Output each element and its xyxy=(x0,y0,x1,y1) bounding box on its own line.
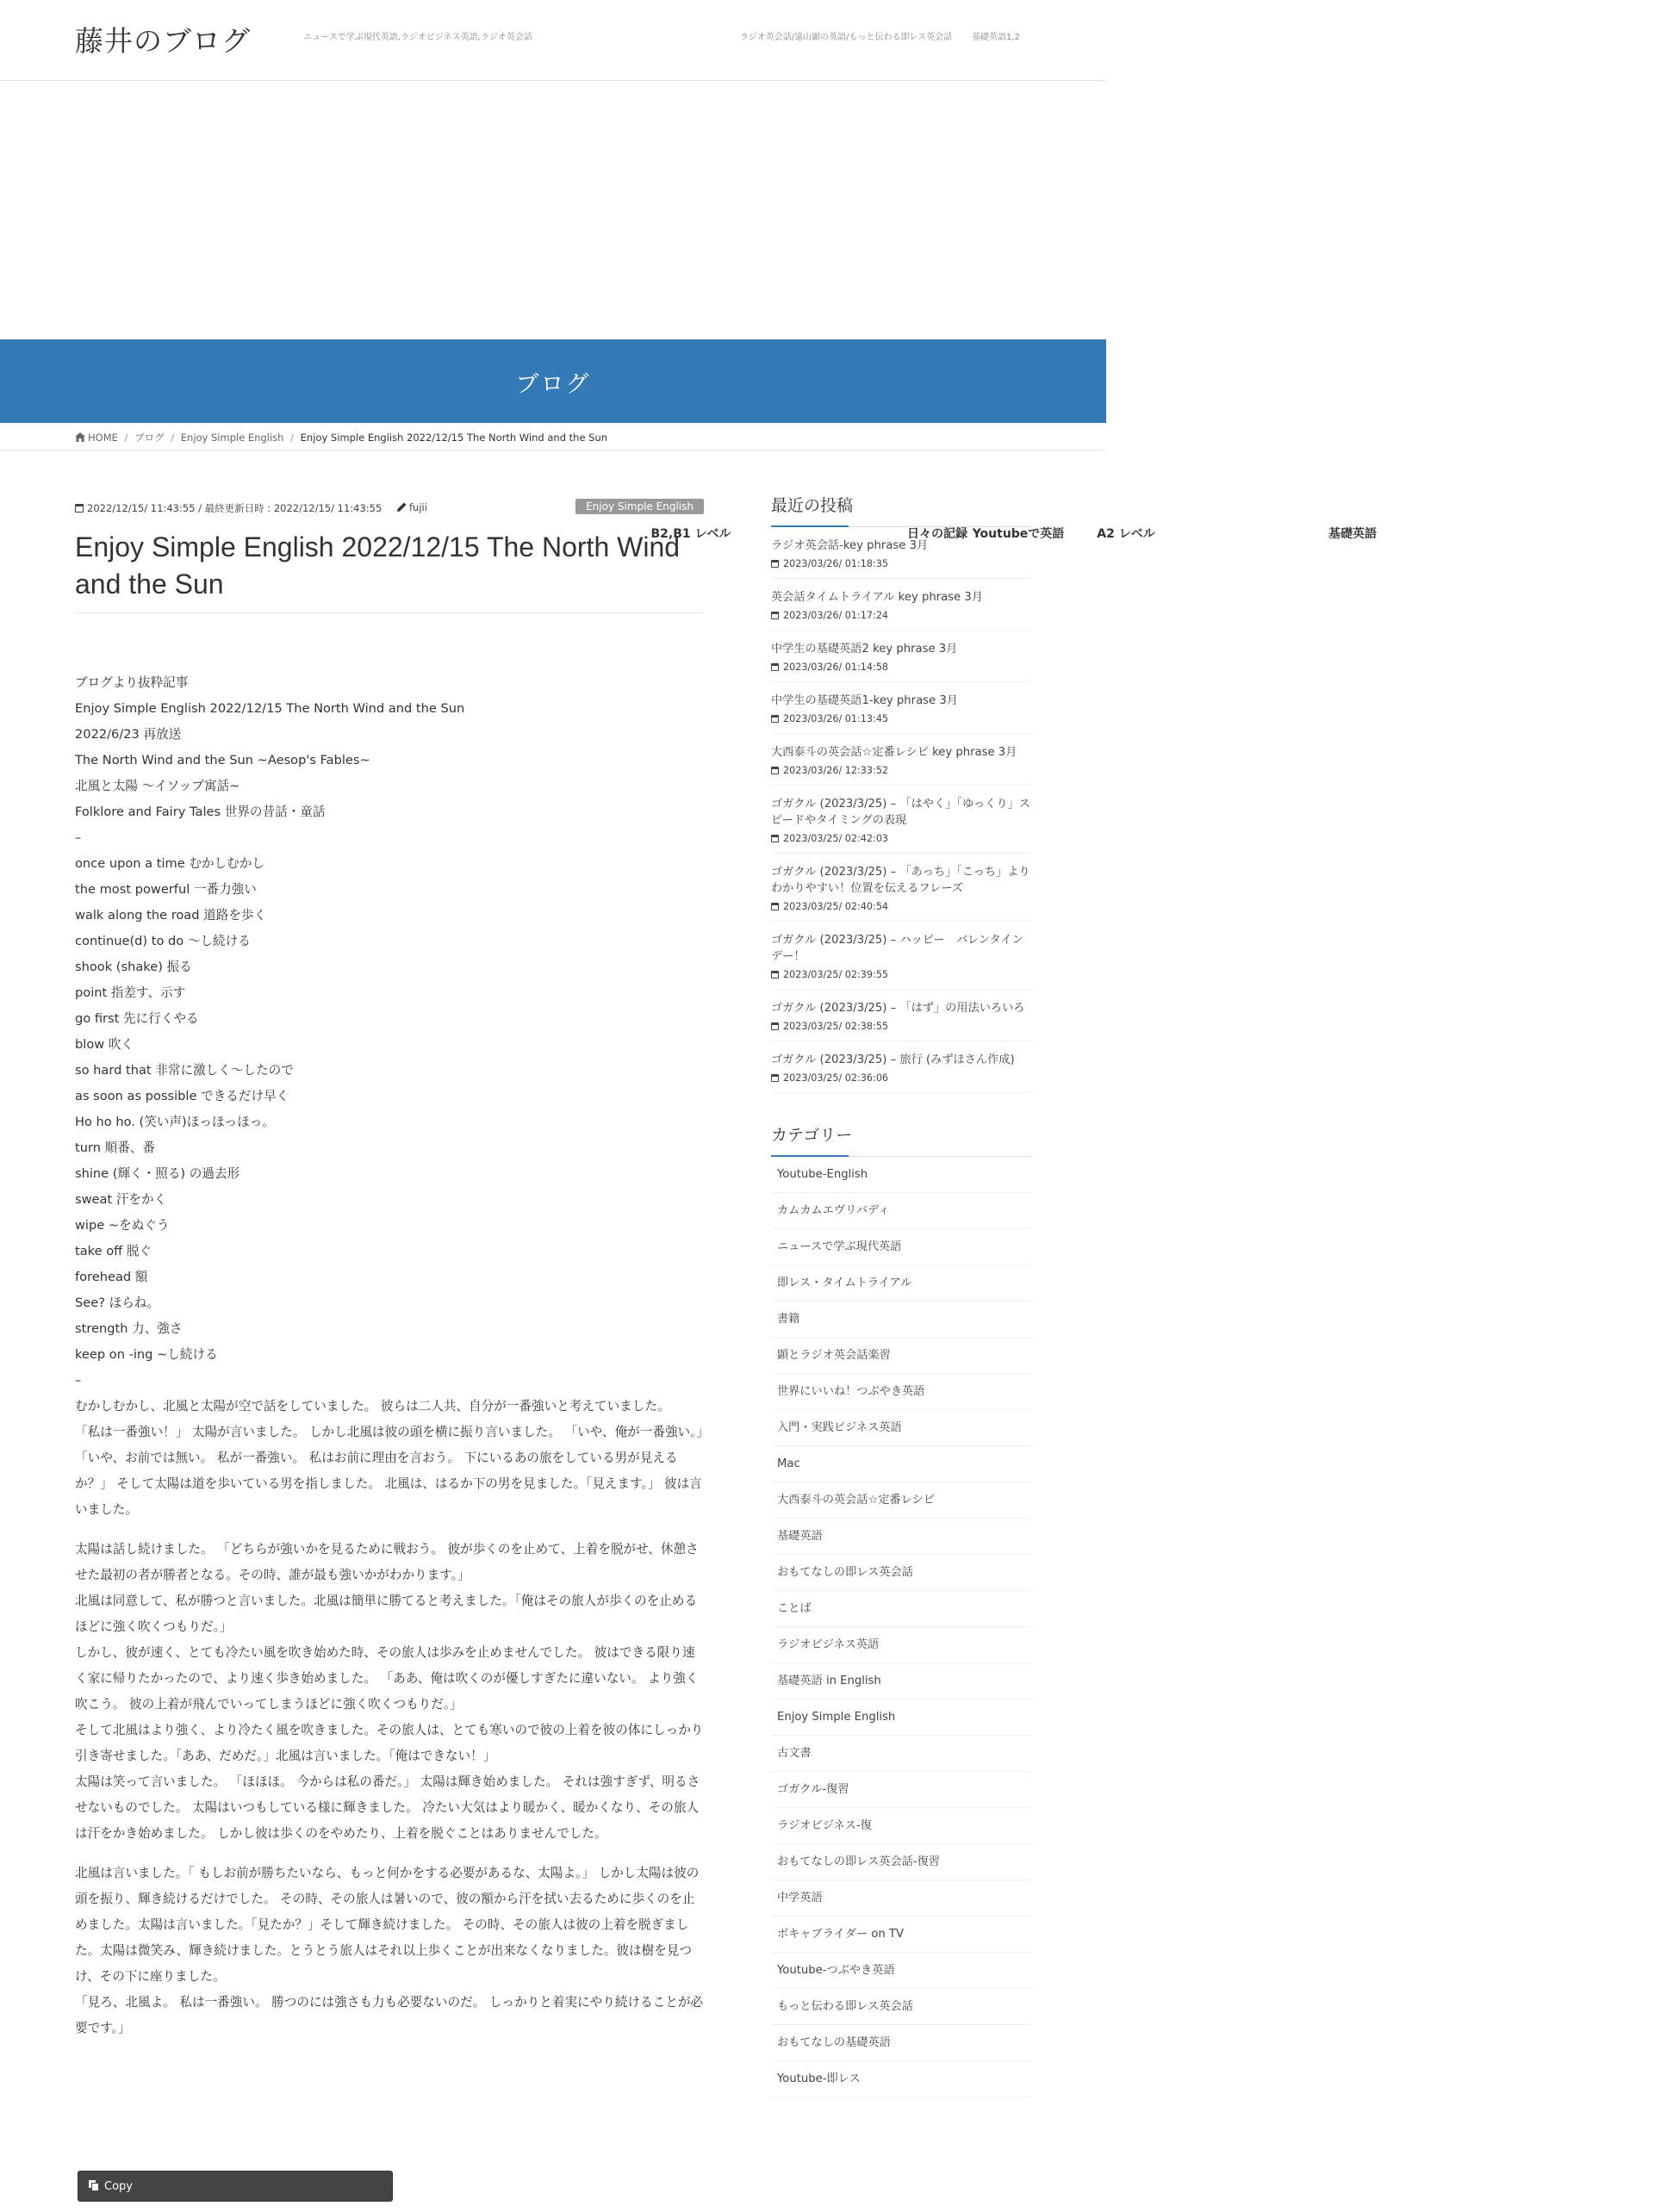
calendar-icon xyxy=(771,1074,779,1082)
recent-post-date xyxy=(771,662,1031,673)
calendar-icon xyxy=(771,971,779,979)
category-item[interactable]: ボキャブライダー on TV xyxy=(771,1917,1031,1953)
ad-space xyxy=(0,82,1106,340)
page-header-band xyxy=(0,339,1106,423)
recent-post-date xyxy=(771,558,1031,569)
category-item[interactable]: 基礎英語 in English xyxy=(771,1663,1031,1699)
recent-post-title[interactable]: 中学生の基礎英語2 key phrase 3月 xyxy=(771,643,958,656)
breadcrumb-category[interactable]: Enjoy Simple English xyxy=(180,432,284,444)
body-line: shine (輝く・照る) の過去形 xyxy=(75,1166,240,1181)
nav-sublabel: 基礎英語1,2 xyxy=(972,33,1020,42)
body-line: Enjoy Simple English 2022/12/15 The North Wind and the Sun xyxy=(75,701,465,716)
body-paragraph-line: 太陽は話し続けました。 「どちらが強いかを見るために戦おう。 彼が歩くのを止めて、上着を脱がせ、休憩させた最初の者が勝者となる。その時、誰が最も強いかがわかります。」 xyxy=(75,1542,699,1582)
calendar-icon xyxy=(771,612,779,619)
calendar-icon xyxy=(75,504,84,513)
calendar-icon xyxy=(771,767,779,774)
nav-label: Youtubeで英語 xyxy=(972,527,1065,541)
nav-label: B2,B1 レベル xyxy=(650,527,731,541)
nav-label: 基礎英語 xyxy=(1328,527,1377,541)
copy-icon xyxy=(89,2180,99,2191)
recent-post-date-text: 2023/03/26/ 01:17:24 xyxy=(783,610,889,621)
recent-post-date xyxy=(771,765,1031,776)
category-item[interactable]: Youtube-即レス xyxy=(771,2061,1031,2097)
breadcrumb xyxy=(75,431,607,448)
category-item[interactable]: Youtube-English xyxy=(771,1157,1031,1193)
recent-post-item xyxy=(771,682,1031,734)
body-paragraph-line: 北風は言いました。「 もしお前が勝ちたいなら、もっと何かをする必要があるな、太陽よ。」 しかし太陽は彼の頭を振り、輝き続けるだけでした。 その時、その旅人は暑いので、彼の額から汗を拭い去るために歩くのを止めました。太陽は言いました。「見たか？」そして輝き続けました。 その時、その旅人は彼の上着を脱ぎました。太陽は微笑み、輝き続けました。とうとう旅人はそれ以上歩くことが出来なくなりました。彼は樹を見つけ、その下に座りました。 xyxy=(75,1866,700,1984)
recent-post-item xyxy=(771,734,1031,786)
category-item[interactable]: Youtube-つぶやき英語 xyxy=(771,1953,1031,1989)
sidebar xyxy=(771,493,1031,2097)
paragraph-gap xyxy=(75,1523,704,1537)
recent-post-item xyxy=(771,527,1031,579)
breadcrumb-home[interactable] xyxy=(75,432,118,444)
recent-post-date xyxy=(771,901,1031,912)
category-item[interactable]: 即レス・タイムトライアル xyxy=(771,1265,1031,1302)
category-badge[interactable]: Enjoy Simple English xyxy=(575,499,704,514)
calendar-icon xyxy=(771,1022,779,1030)
body-line: The North Wind and the Sun ~Aesop's Fables~ xyxy=(75,753,370,767)
site-title[interactable]: 藤井のブログ xyxy=(75,24,251,58)
body-line: so hard that 非常に激しく〜したので xyxy=(75,1063,294,1078)
recent-post-date xyxy=(771,969,1031,980)
category-item[interactable]: 顕とラジオ英会話楽習 xyxy=(771,1338,1031,1374)
breadcrumb-current: Enjoy Simple English 2022/12/15 The North Wind and the Sun xyxy=(300,432,608,444)
nav-sublabel: ラジオ英会話/遠山顕の英語/もっと伝わる即レス英会話 xyxy=(739,33,953,42)
categories-list xyxy=(771,1157,1031,2097)
category-item[interactable]: Enjoy Simple English xyxy=(771,1699,1031,1736)
recent-post-title[interactable]: ゴガクル (2023/3/25) – 「あっち」「こっち」よりわかりやすい！位置を伝えるフレーズ xyxy=(771,866,1030,895)
recent-post-item xyxy=(771,990,1031,1041)
body-paragraph-line: 太陽は笑って言いました。 「ほほほ。 今からは私の番だ。」 太陽は輝き始めました。 それは強すぎず、明るさせないものでした。 太陽はいつもしている様に輝きました。 冷たい大気はより暖かく、暖かくなり、その旅人は汗をかき始めました。 しかし彼は歩くのをやめたり、上着を脱ぐことはありませんでした。 xyxy=(75,1774,700,1841)
body-line: – xyxy=(75,1373,82,1388)
entry-date xyxy=(75,501,382,515)
recent-post-title[interactable]: 中学生の基礎英語1-key phrase 3月 xyxy=(771,694,958,707)
body-line: blow 吹く xyxy=(75,1037,134,1052)
recent-post-date xyxy=(771,833,1031,844)
recent-post-date-text: 2023/03/26/ 12:33:52 xyxy=(783,765,889,776)
body-line: keep on -ing ~し続ける xyxy=(75,1347,218,1362)
body-line: continue(d) to do 〜し続ける xyxy=(75,934,251,948)
body-paragraph-line: 北風は同意して、私が勝つと言いました。北風は簡単に勝てると考えました。「俺はその旅人が歩くのを止めるほどに強く吹くつもりだ。」 xyxy=(75,1594,698,1634)
categories-title: カテゴリー xyxy=(771,1122,1031,1157)
paragraph-gap xyxy=(75,1847,704,1861)
recent-post-date-text: 2023/03/25/ 02:40:54 xyxy=(783,901,889,912)
nav-label: A2 レベル xyxy=(1097,527,1155,541)
recent-post-date xyxy=(771,713,1031,724)
recent-post-item xyxy=(771,1041,1031,1093)
breadcrumb-blog[interactable]: ブログ xyxy=(134,432,165,444)
body-line: once upon a time むかしむかし xyxy=(75,856,264,871)
recent-post-date-text: 2023/03/25/ 02:36:06 xyxy=(783,1072,889,1084)
category-item[interactable]: もっと伝わる即レス英会話 xyxy=(771,1989,1031,2025)
category-item[interactable]: カムカムエヴリバディ xyxy=(771,1193,1031,1229)
story-paragraph-3 xyxy=(75,1861,704,2041)
category-item[interactable]: 基礎英語 xyxy=(771,1519,1031,1555)
body-paragraph-line: しかし、彼が速く、とても冷たい風を吹き始めた時、その旅人は歩みを止めませんでした。 彼はできる限り速く家に帰りたかったので、より速く歩き始めました。 「ああ、俺は吹くのが優しすぎたに違いない。 より強く吹こう。 彼の上着が飛んでいってしまうほどに強く吹くつもりだ。」 xyxy=(75,1645,699,1712)
recent-post-date-text: 2023/03/26/ 01:18:35 xyxy=(783,558,889,569)
body-line: take off 脱ぐ xyxy=(75,1244,152,1258)
body-line: Ho ho ho. (笑い声)ほっほっほっ。 xyxy=(75,1115,275,1129)
breadcrumb-separator: / xyxy=(124,432,128,444)
breadcrumb-home-label: HOME xyxy=(88,432,118,444)
body-paragraph-line: 「私は一番強い！」 太陽が言いました。 しかし北風は彼の頭を横に振り言いました。 「いや、俺が一番強い。」 xyxy=(75,1425,710,1439)
home-icon xyxy=(75,432,85,442)
entry-title: Enjoy Simple English 2022/12/15 The North Wind and the Sun xyxy=(75,529,704,613)
body-line: walk along the road 道路を歩く xyxy=(75,908,267,923)
entry-body xyxy=(75,670,710,2041)
page-title: ブログ xyxy=(515,371,591,398)
calendar-icon xyxy=(771,903,779,910)
body-line: as soon as possible できるだけ早く xyxy=(75,1089,289,1103)
recent-post-item xyxy=(771,786,1031,854)
calendar-icon xyxy=(771,835,779,842)
recent-post-title[interactable]: ラジオ英会話-key phrase 3月 xyxy=(771,539,929,552)
body-line: ブログより抜粋記事 xyxy=(75,675,189,690)
body-line: 2022/6/23 再放送 xyxy=(75,727,182,742)
recent-post-date-text: 2023/03/25/ 02:39:55 xyxy=(783,969,889,980)
entry-author[interactable] xyxy=(396,501,427,513)
body-paragraph-line: 「いや、お前では無い。 私が一番強い。 私はお前に理由を言おう。 下にいるあの旅をしている男が見えるか？」 そして太陽は道を歩いている男を指しました。 北風は、はるか下の男を見ました。「見えます。」 彼は言いました。 xyxy=(75,1451,702,1517)
category-item[interactable]: ことば xyxy=(771,1591,1031,1627)
category-item[interactable]: ラジオビジネス英語 xyxy=(771,1627,1031,1663)
copy-label: Copy xyxy=(104,2180,133,2193)
category-item[interactable]: Mac xyxy=(771,1446,1031,1482)
calendar-icon xyxy=(771,715,779,723)
body-line: point 指差す、示す xyxy=(75,985,186,1000)
calendar-icon xyxy=(771,663,779,671)
body-line: 北風と太陽 〜イソップ寓話~ xyxy=(75,779,240,793)
body-line: go first 先に行くやる xyxy=(75,1011,199,1026)
recent-post-title[interactable]: ゴガクル (2023/3/25) – 旅行 (みずほさん作成) xyxy=(771,1053,1015,1066)
recent-posts-title: 最近の投稿 xyxy=(771,493,1031,527)
entry-author-name: fujii xyxy=(409,501,427,513)
body-paragraph-line: そして北風はより強く、より冷たく風を吹きました。その旅人は、とても寒いので彼の上着を彼の体にしっかり引き寄せました。「ああ、だめだ。」北風は言いました。「俺はできない！」 xyxy=(75,1723,704,1763)
category-item[interactable]: ゴガクル-復習 xyxy=(771,1772,1031,1808)
category-item[interactable]: おもてなしの基礎英語 xyxy=(771,2025,1031,2061)
nav-label: 日々の記録 xyxy=(907,527,967,541)
recent-posts-list xyxy=(771,527,1031,1093)
recent-post-title[interactable]: 大西泰斗の英会話☆定番レシピ key phrase 3月 xyxy=(771,746,1017,759)
recent-post-item xyxy=(771,922,1031,990)
body-line: shook (shake) 振る xyxy=(75,960,192,974)
recent-post-title[interactable]: ゴガクル (2023/3/25) – 「はず」の用法いろいろ xyxy=(771,1002,1025,1015)
body-line: – xyxy=(75,830,82,845)
article xyxy=(75,498,710,2193)
recent-post-item xyxy=(771,579,1031,631)
body-line: sweat 汗をかく xyxy=(75,1192,167,1207)
body-line: forehead 額 xyxy=(75,1270,148,1284)
body-line: See? ほらね。 xyxy=(75,1296,159,1310)
category-item[interactable]: 書籍 xyxy=(771,1302,1031,1338)
body-line: strength 力、強さ xyxy=(75,1321,183,1336)
entry-meta xyxy=(75,498,704,517)
pencil-icon xyxy=(396,502,407,513)
vocab-lines xyxy=(75,670,704,1394)
category-item[interactable]: 大西泰斗の英会話☆定番レシピ xyxy=(771,1482,1031,1519)
body-line: Folklore and Fairy Tales 世界の昔話・童話 xyxy=(75,805,326,819)
copy-button[interactable] xyxy=(78,2171,393,2202)
breadcrumb-separator: / xyxy=(290,432,294,444)
category-item[interactable]: おもてなしの即レス英会話 xyxy=(771,1555,1031,1591)
entry-date-text: 2022/12/15/ 11:43:55 / 最終更新日時 : 2022/12/15/ 11:43:55 xyxy=(87,502,383,514)
recent-post-item xyxy=(771,854,1031,922)
body-line: turn 順番、番 xyxy=(75,1140,155,1155)
nav-sublabel: ニュースで学ぶ現代英語,ラジオビジネス英語,ラジオ英会話 xyxy=(303,33,532,42)
body-line: wipe ~をぬぐう xyxy=(75,1218,170,1233)
body-paragraph-line: むかしむかし、北風と太陽が空で話をしていました。 彼らは二人共、自分が一番強いと考えていました。 xyxy=(75,1399,670,1414)
category-item[interactable]: おもてなしの即レス英会話-復習 xyxy=(771,1844,1031,1880)
recent-post-date-text: 2023/03/25/ 02:38:55 xyxy=(783,1021,889,1032)
body-paragraph-line: 「見ろ、北風よ。 私は一番強い。 勝つのには強さも力も必要ないのだ。 しっかりと着実にやり続けることが必要です。」 xyxy=(75,1995,704,2035)
recent-post-date-text: 2023/03/26/ 01:14:58 xyxy=(783,662,889,673)
category-item[interactable]: 古文書 xyxy=(771,1736,1031,1772)
category-item[interactable]: 世界にいいね！つぶやき英語 xyxy=(771,1374,1031,1410)
recent-post-title[interactable]: ゴガクル (2023/3/25) – ハッピー バレンタインデー！ xyxy=(771,934,1023,963)
recent-post-date xyxy=(771,1021,1031,1032)
body-line: the most powerful 一番力強い xyxy=(75,882,257,897)
recent-post-title[interactable]: ゴガクル (2023/3/25) – 「はやく」「ゆっくり」スピードやタイミングの表現 xyxy=(771,798,1030,827)
category-item[interactable]: 中学英語 xyxy=(771,1880,1031,1917)
recent-post-title[interactable]: 英会話タイムトライアル key phrase 3月 xyxy=(771,591,983,604)
recent-post-date-text: 2023/03/26/ 01:13:45 xyxy=(783,713,889,724)
recent-post-date xyxy=(771,610,1031,621)
story-paragraph-1 xyxy=(75,1394,710,1523)
story-paragraph-2 xyxy=(75,1537,704,1847)
recent-post-item xyxy=(771,631,1031,682)
recent-post-date-text: 2023/03/25/ 02:42:03 xyxy=(783,833,889,844)
breadcrumb-separator: / xyxy=(171,432,175,444)
category-item[interactable]: 入門・実践ビジネス英語 xyxy=(771,1410,1031,1446)
category-item[interactable]: ラジオビジネス-復 xyxy=(771,1808,1031,1844)
category-item[interactable]: ニュースで学ぶ現代英語 xyxy=(771,1229,1031,1265)
calendar-icon xyxy=(771,560,779,568)
recent-post-date xyxy=(771,1072,1031,1084)
